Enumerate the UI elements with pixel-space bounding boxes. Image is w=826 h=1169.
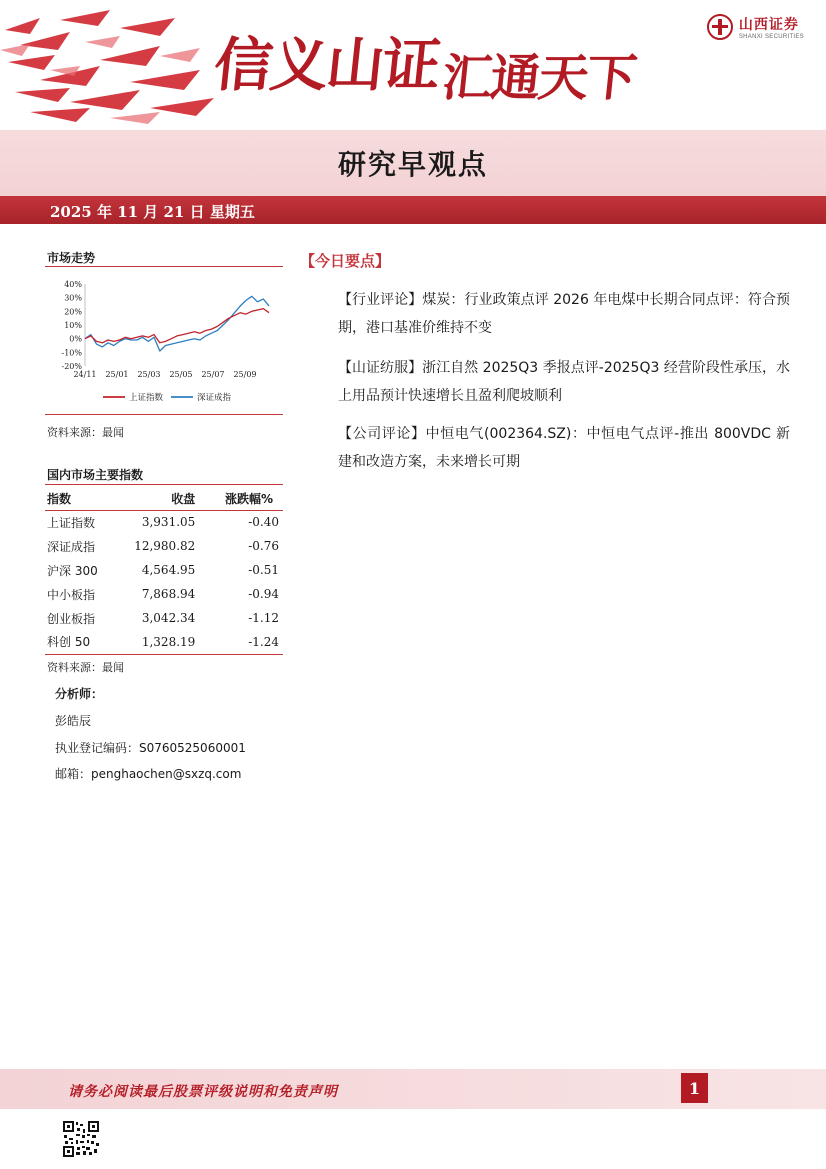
- legend-label: 深证成指: [197, 393, 232, 403]
- index-name: 科创 50: [45, 630, 113, 654]
- key-point-item[interactable]: 【山证纺服】浙江自然 2025Q3 季报点评-2025Q3 经营阶段性承压，水上用品预计快速增长且盈利爬坡顺利: [338, 360, 790, 404]
- index-close: 4,564.95: [141, 563, 196, 577]
- x-tick-label: 25/03: [137, 370, 161, 379]
- market-trend-title: 市场走势: [47, 251, 96, 265]
- col-header-name: 指数: [45, 488, 113, 510]
- table-header-row: [45, 488, 283, 510]
- slogan-part2: 汇通天下: [439, 49, 638, 107]
- index-change: -0.94: [248, 587, 279, 601]
- y-tick-label: 40%: [64, 280, 82, 289]
- index-table: [45, 488, 283, 655]
- index-change: -0.76: [248, 539, 279, 553]
- trend-chart-svg: [45, 278, 283, 410]
- y-tick-label: 0%: [69, 334, 82, 344]
- logo-cn-text: 山西证券: [738, 17, 799, 33]
- market-trend-chart: [45, 278, 283, 410]
- header-banner: [0, 0, 826, 130]
- x-tick-label: 25/09: [233, 370, 257, 379]
- divider: [45, 266, 283, 267]
- table-row: [45, 630, 283, 654]
- index-close: 3,042.34: [141, 611, 196, 625]
- slogan-part1: 信义山证: [210, 31, 443, 99]
- x-tick-label: 24/11: [73, 370, 97, 379]
- disclaimer-note[interactable]: 请务必阅读最后股票评级说明和免责声明: [68, 1084, 338, 1100]
- x-tick-label: 25/05: [169, 370, 193, 379]
- report-date: 2025 年 11 月 21 日 星期五: [50, 203, 255, 221]
- slogan: [210, 18, 638, 107]
- x-tick-label: 25/07: [201, 370, 225, 379]
- domestic-index-title: 国内市场主要指数: [47, 468, 144, 482]
- qr-code-icon: [63, 1121, 99, 1157]
- page-title: 研究早观点: [337, 148, 488, 181]
- series-line: [85, 309, 269, 343]
- key-point-item[interactable]: 【行业评论】煤炭：行业政策点评 2026 年电煤中长期合同点评：符合预期，港口基准价维持不变: [338, 292, 790, 336]
- y-tick-label: -10%: [61, 348, 82, 358]
- x-tick-label: 25/01: [105, 370, 129, 379]
- analyst-label: 分析师：: [55, 687, 104, 701]
- series-line: [85, 296, 269, 351]
- table-source: 资料来源：最闻: [47, 661, 124, 674]
- page-number: 1: [681, 1073, 708, 1103]
- index-close: 7,868.94: [141, 587, 196, 601]
- y-tick-label: -20%: [61, 362, 82, 371]
- index-name: 中小板指: [47, 587, 96, 602]
- index-name: 创业板指: [47, 611, 96, 626]
- date-bar: [0, 196, 826, 224]
- divider: [45, 484, 283, 485]
- analyst-email[interactable]: 邮箱：penghaochen@sxzq.com: [55, 767, 242, 781]
- index-close: 12,980.82: [134, 539, 196, 553]
- index-change: -0.40: [248, 515, 279, 530]
- divider: [45, 414, 283, 415]
- analyst-reg-code: 执业登记编码：S0760525060001: [55, 741, 246, 755]
- analyst-name: 彭皓辰: [55, 714, 92, 728]
- logo-en-text: SHANXI SECURITIES: [738, 34, 804, 40]
- chart-source: 资料来源：最闻: [47, 426, 124, 439]
- col-header-change: 涨跌幅%: [205, 488, 283, 510]
- index-name: 沪深 300: [47, 563, 98, 578]
- table-row: [45, 534, 283, 558]
- y-tick-label: 20%: [64, 307, 82, 317]
- company-logo: [707, 14, 804, 40]
- col-header-close: 收盘: [113, 488, 205, 510]
- index-change: -1.12: [248, 611, 279, 625]
- title-band: [0, 130, 826, 196]
- y-tick-label: 10%: [64, 321, 82, 330]
- table-row: [45, 582, 283, 606]
- red-arrows-graphic: [0, 0, 215, 130]
- logo-mark-icon: [707, 14, 733, 40]
- table-row: [45, 510, 283, 534]
- index-name: 上证指数: [47, 515, 96, 530]
- legend-label: 上证指数: [129, 393, 164, 403]
- index-close: 1,328.19: [113, 630, 205, 654]
- index-close: 3,931.05: [141, 515, 196, 530]
- y-tick-label: 30%: [64, 293, 82, 303]
- key-points-title: 【今日要点】: [300, 252, 391, 270]
- index-name: 深证成指: [47, 539, 96, 554]
- key-point-item[interactable]: 【公司评论】中恒电气(002364.SZ)：中恒电气点评-推出 800VDC 新建和改造方案，未来增长可期: [338, 426, 790, 470]
- index-change: -1.24: [205, 630, 283, 654]
- index-change: -0.51: [248, 563, 279, 577]
- table-row: [45, 558, 283, 582]
- table-row: [45, 606, 283, 630]
